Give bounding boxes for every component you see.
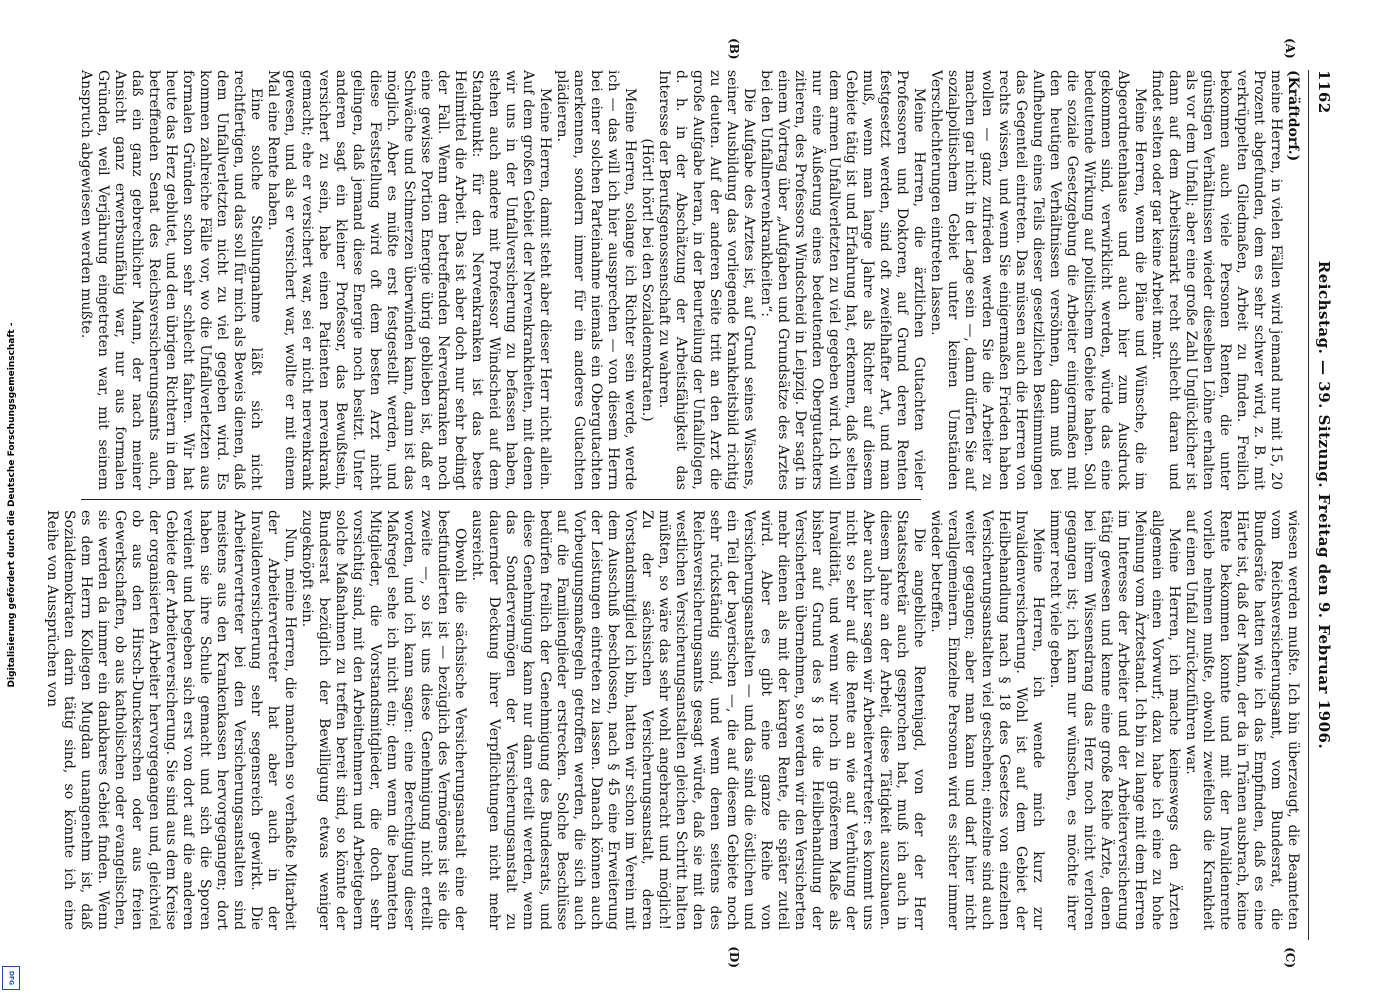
paragraph: Meine Herren, damit steht aber dieser Herr nicht allein. Auf dem großen Gebiet der Nervenkrankheiten, mit denen wir uns in der Unfallversicherung zu befassen haben, stehen auch andere mit Professor Windscheid auf dem Standpunkt: für den Nervenkranken ist das beste Heilmittel die Arbeit. Das ist aber doch nur sehr bedingt der Fall. Wenn dem betreffenden Nervenkranken noch eine gewisse Portion Energie übrig geblieben ist, daß er Schwäche und Schmerzen überwinden kann, dann ist das möglich. Aber es müßte erst festgestellt werden, und diese Feststellung wird oft dem besten Arzt nicht gelingen, daß jemand diese Energie noch besitzt. Unter anderen sagt ein kleiner Professor, das Bewußtsein, versichert zu sein, habe einen Patienten nervenkrank gemacht; ehe er versichert war, sei er nicht nervenkrank gewesen, und als er versichert war, wollte er mit einem Mal eine Rente haben.: [265, 70, 553, 490]
page-header: [1309, 70, 1333, 940]
paragraph: Eine solche Stellungnahme läßt sich nicht rechtfertigen, und das soll für mich als Beweis dienen, daß dem Unfallverletzten nicht zu viel gegeben wird. Es kommen zahlreiche Fälle vor, wo die Unfallverletzten aus formalen Gründen schon sehr schlecht fahren. Wir hat heute das Herz geblutet, und den übrigen Richtern in dem betreffenden Senat des Reichsversicherungsamts auch, daß ein ganz gebrechlicher Mann, der nach meiner Ansicht ganz erwerbsunfähig war, nur aus formalen Gründen, weil Verjährung eingetreten war, mit seinem Anspruch abgewiesen werden mußte.: [78, 70, 264, 490]
interjection: (Hört! hört! bei den Sozialdemokraten.): [639, 138, 655, 422]
running-head: Reichstag. — 39. Sitzung. Freitag den 9. Februar 1906.: [1315, 260, 1333, 750]
header-rule: [1308, 70, 1309, 940]
paragraph: Nun, meine Herren, die manchen so verhaßte Mitarbeit der Arbeitervertreter hat aber auch in der Invalidenversicherung sehr segensreich gewirkt. Die Arbeitervertreter bei den Versicherungsanstalten sind meistens aus den Krankenkassen hervorgegangen; dort haben sie ihre Schule gemacht und sich die Sporen verdient und begeben sich erst von dort auf die anderen Gebiete der Arbeiterversicherung. Sie sind aus dem Kreise der organisierten Arbeiter hervorgegangen und, gleichviel ob aus den Hirsch-Dunckerschen oder aus freien Gewerkschaften, ob aus katholischen oder evangelischen, sie werden da immer ein dankbares Gebiet finden. Wenn es dem Herrn Kollegen Mugdan unangenehm ist, daß Sozialdemokraten darin tätig sind, so könnte ich eine Reihe von Aussprüchen von: [44, 510, 298, 930]
paragraph: Meine Herren, ich wende mich kurz zur Invalidenversicherung. Wohl ist auf dem Gebiet der Heilbehandlung nach § 18 des Gesetzes von einzelnen Versicherungsanstalten viel geschehen; einzelne sind auch weiter gegangen; aber man kann und darf hier nicht verallgemeinern. Einzelne Personen wird es sicher immer wieder betreffen.: [928, 510, 1046, 930]
margin-mark-b: (B): [727, 38, 741, 60]
right-column: [44, 510, 1301, 930]
digitization-note-strip: [0, 0, 22, 1000]
scanned-page-frame: [30, 0, 1383, 1000]
paragraph: Meine Herren, die ärztlichen Gutachten vieler Professoren und Doktoren, auf Grund deren Renten festgesetzt werden, sind oft zweifelhafter Art, und man muß, wenn man lange Jahre als Richter auf diesem Gebiete tätig ist und Erfahrung hat, erkennen, daß selten dem armen Unfallverletzten zu viel gegeben wird. Ich will nur eine Äußerung eines bedeutenden Obergutachters zitieren, des Professors Windscheid in Leipzig. Der sagt in einem Vortrag über „Aufgaben und Grundsätze des Arztes bei den Unfallnervenkrankheiten“:: [758, 70, 927, 490]
scanned-page: [44, 30, 1341, 970]
margin-mark-d: (D): [727, 946, 741, 968]
dfg-logo: DFG: [2, 966, 20, 990]
speaker-label: (Kräftdorf.): [1285, 70, 1301, 162]
paragraph: Meine Herren, wenn die Pläne und Wünsche, die im Abgeordnetenhause und auch hier zum Ausdruck gekommen sind, verwirklicht werden, würde das eine bedeutende Wirkung auf politischem Gebiete haben. Soll die soziale Gesetzgebung die Arbeiter einigermaßen mit den heutigen Verhältnissen versöhnen, dann muß bei Aufhebung eines Teils dieser gesetzlichen Bestimmungen das Gegenteil eintreten. Das müssen auch die Herren von rechts wissen, und wenn Sie einigermaßen Frieden haben wollen — ganz zufrieden werden Sie die Arbeiter zu machen gar nicht in der Lage sein —, dann dürfen Sie auf sozialpolitischem Gebiet unter keinen Umständen Verschlechterungen eintreten lassen.: [928, 70, 1148, 490]
column-divider: [81, 499, 921, 500]
margin-mark-c: (C): [1283, 947, 1297, 968]
paragraph: Die angebliche Rentenjagd, von der der Herr Staatssekretär auch gesprochen hat, muß ich auch in diesem Jahre an der Arbeit, diese Tätigkeit auszubauen. Aber auch hier sagen wir Arbeitervertreter: es kommt uns nicht so sehr auf die Rente an wie auf Verhütung der Invalidität, und wenn wir noch in größerem Maße als bisher auf Grund des § 18 die Heilbehandlung der Versicherten übernehmen, so werden wir den Versicherten mehr dienen als mit der kargen Rente, die später zuteil wird. Aber es gibt eine ganze Reihe von Versicherungsanstalten — und das sind die östlichen und ein Teil der bayerischen —, die auf diesem Gebiete noch sehr rückständig sind, und wenn denen seitens des Reichsversicherungsamts gesagt würde, daß sie mit den westlichen Versicherungsanstalten gleichen Schritt halten müßten, so wäre das sehr wohl angebracht und möglich! Zu der sächsischen Versicherungsanstalt, deren Vorstandsmitglied ich bin, hatten wir schon im Verein mit dem Ausschuß beschlossen, nach § 45 eine Erweiterung der Leistungen eintreten zu lassen. Danach können auch Vorbeugungsmaßregeln getroffen werden, die sich auch auf die Familienglieder erstrecken. Solche Beschlüsse bedürfen freilich der Genehmigung des Bundesrats, und diese Genehmigung kann nur dann erteilt werden, wenn das Sondervermögen der Versicherungsanstalt zu dauernder Deckung ihrer Verpflichtungen nicht mehr ausreicht.: [469, 510, 927, 930]
page-number: 1162: [1315, 70, 1333, 114]
paragraph: Meine Herren, ich mache keineswegs den Ärzten allgemein einen Vorwurf; dazu habe ich eine zu hohe Meinung vom Ärztestand. Ich bin zu lange mit dem Herren im Interesse der Arbeiter und der Arbeiterversicherung tätig gewesen und kenne eine große Reihe Ärzte, denen bei ihrem Wissensdrang das Herz noch nicht verloren gegangen ist; ich kann nur wünschen, es möchte ihrer immer recht viele geben.: [1047, 510, 1182, 930]
quotation: Die Aufgabe des Arztes ist, auf Grund seines Wissens, seiner Ausbildung das vorliegende Krankheitsbild richtig zu deuten. Auf der anderen Seite tritt an den Arzt die große Aufgabe heran, in der Beurteilung der Unfallfolgen, d. h. in der Abschätzung der Arbeitsfähigkeit das Interesse der Berufsgenossenschaft zu wahren.: [656, 70, 757, 490]
margin-mark-a: (A): [1283, 38, 1297, 59]
paragraph: wiesen werden mußte. Ich bin überzeugt, die Beamteten vom Reichsversicherungsamt, vom Bundesrat, die Bundesräte hatten wie ich das Empfinden, daß es eine Härte ist, daß der Mann, der da in Tränen ausbrach, keine Rente bekommen konnte und mit der Invalidenrente vorlieb nehmen mußte, obwohl zweifellos die Krankheit auf einen Unfall zurückzuführen war.: [1183, 510, 1301, 930]
left-column: [78, 70, 1301, 490]
paragraph: meine Herren, in vielen Fällen wird jemand nur mit 15, 20 Prozent abgefunden, dem es sehr schwer wird, z. B. mit verkrüppelten Gliedmaßen, Arbeit zu finden. Freilich bekommen auch viele Personen Renten, die unter günstigen Verhältnissen wieder dieselben Löhne erhalten als vor dem Unfall; aber eine große Zahl Unglücklicher ist dann auf dem Arbeitsmarkt recht schlecht daran und findet selten oder gar keine Arbeit mehr.: [1149, 70, 1284, 490]
paragraph: Meine Herren, solange ich Richter sein werde, werde ich — das will ich hier aussprechen — von diesem Herrn bei einer solchen Parteinahme niemals ein Obergutachten anerkennen, sondern immer für ein anderes Gutachten plädieren.: [554, 70, 638, 490]
paragraph: Obwohl die sächsische Versicherungsanstalt eine der bestfundierten ist — bezüglich des Vermögens ist sie die zweite —, so ist uns diese Genehmigung nicht erteilt worden, und ich kann sagen: eine Berechtigung dieser Maßregel sehe ich nicht ein; denn wenn die beamteten Mitglieder, die Vorstandsmitglieder, die doch sehr vorsichtig sind, mit den Arbeitnehmern und Arbeitgebern solche Maßnahmen zu treffen bereit sind, so könnte der Bundesrat bezüglich der Bewilligung etwas weniger zugeknöpft sein.: [299, 510, 468, 930]
digitization-note: Digitalisierung gefördert durch die Deutsche Forschungsgemeinschaft -: [7, 322, 17, 688]
